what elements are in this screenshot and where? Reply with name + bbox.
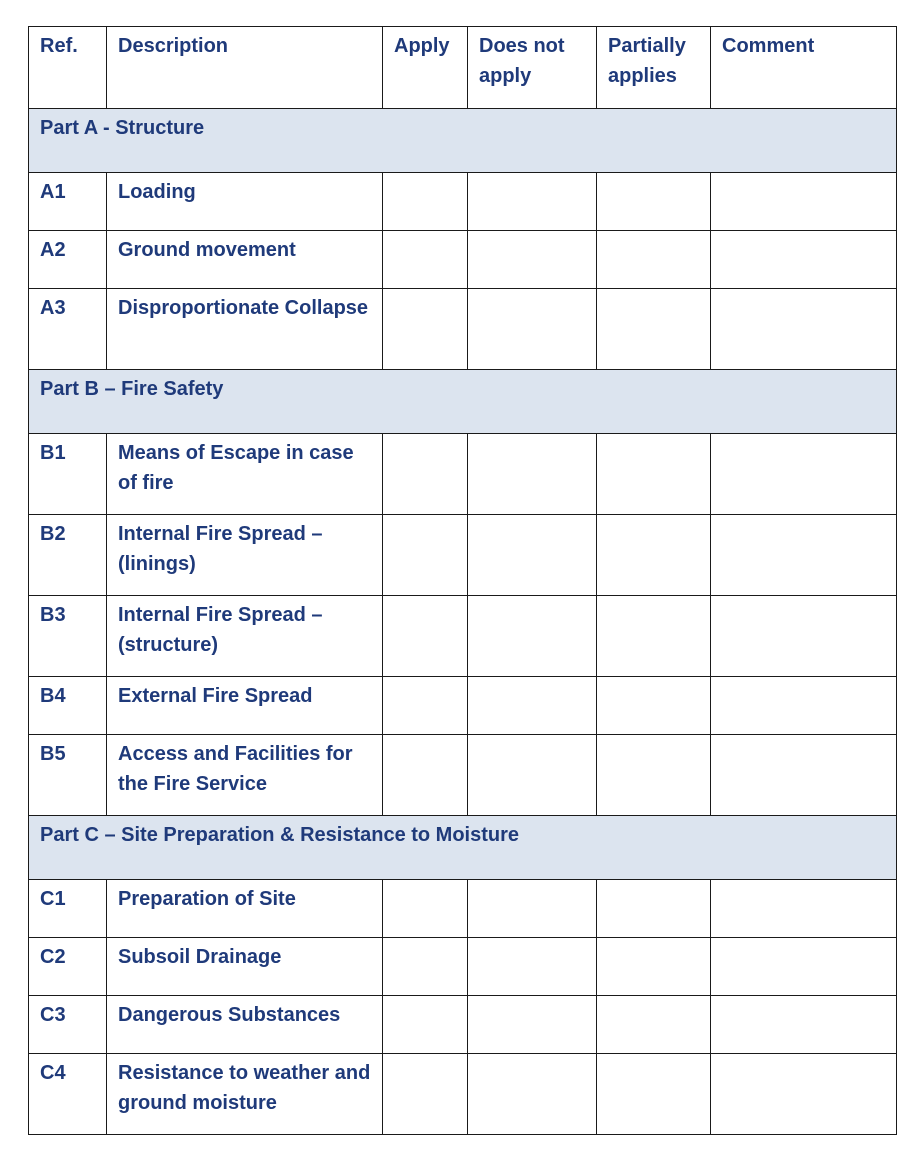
comment-cell[interactable] (711, 677, 897, 735)
does-not-apply-cell[interactable] (468, 677, 597, 735)
section-row-part-a (29, 109, 897, 173)
partially-applies-cell[interactable] (597, 231, 711, 289)
apply-cell[interactable] (383, 173, 468, 231)
description-cell: Resistance to weather and ground moisture (107, 1054, 383, 1135)
comment-cell[interactable] (711, 173, 897, 231)
description-cell: Preparation of Site (107, 880, 383, 938)
header-partially-applies: Partially applies (597, 27, 711, 109)
description-cell: Loading (107, 173, 383, 231)
table-row (29, 173, 897, 231)
ref-cell: C2 (29, 938, 107, 996)
does-not-apply-cell[interactable] (468, 596, 597, 677)
header-row (29, 27, 897, 109)
comment-cell[interactable] (711, 880, 897, 938)
table-row (29, 289, 897, 370)
comment-cell[interactable] (711, 996, 897, 1054)
comment-cell[interactable] (711, 938, 897, 996)
does-not-apply-cell[interactable] (468, 289, 597, 370)
does-not-apply-cell[interactable] (468, 434, 597, 515)
partially-applies-cell[interactable] (597, 596, 711, 677)
description-cell: Internal Fire Spread – (structure) (107, 596, 383, 677)
apply-cell[interactable] (383, 1054, 468, 1135)
table-row (29, 596, 897, 677)
header-apply: Apply (383, 27, 468, 109)
table-row (29, 938, 897, 996)
ref-cell: B1 (29, 434, 107, 515)
header-description: Description (107, 27, 383, 109)
ref-cell: C4 (29, 1054, 107, 1135)
apply-cell[interactable] (383, 515, 468, 596)
ref-cell: C1 (29, 880, 107, 938)
comment-cell[interactable] (711, 1054, 897, 1135)
description-cell: Means of Escape in case of fire (107, 434, 383, 515)
table-row (29, 677, 897, 735)
ref-cell: B3 (29, 596, 107, 677)
partially-applies-cell[interactable] (597, 735, 711, 816)
does-not-apply-cell[interactable] (468, 173, 597, 231)
section-title: Part C – Site Preparation & Resistance to Moisture (29, 816, 897, 880)
ref-cell: B4 (29, 677, 107, 735)
apply-cell[interactable] (383, 677, 468, 735)
does-not-apply-cell[interactable] (468, 880, 597, 938)
ref-cell: C3 (29, 996, 107, 1054)
apply-cell[interactable] (383, 880, 468, 938)
table-row (29, 1054, 897, 1135)
building-regulations-checklist-table (28, 26, 897, 1135)
partially-applies-cell[interactable] (597, 880, 711, 938)
section-row-part-c (29, 816, 897, 880)
description-cell: Access and Facilities for the Fire Service (107, 735, 383, 816)
partially-applies-cell[interactable] (597, 996, 711, 1054)
description-cell: Disproportionate Collapse (107, 289, 383, 370)
does-not-apply-cell[interactable] (468, 735, 597, 816)
comment-cell[interactable] (711, 735, 897, 816)
does-not-apply-cell[interactable] (468, 515, 597, 596)
comment-cell[interactable] (711, 289, 897, 370)
partially-applies-cell[interactable] (597, 173, 711, 231)
partially-applies-cell[interactable] (597, 289, 711, 370)
comment-cell[interactable] (711, 596, 897, 677)
does-not-apply-cell[interactable] (468, 1054, 597, 1135)
apply-cell[interactable] (383, 996, 468, 1054)
apply-cell[interactable] (383, 735, 468, 816)
description-cell: Subsoil Drainage (107, 938, 383, 996)
partially-applies-cell[interactable] (597, 677, 711, 735)
header-comment: Comment (711, 27, 897, 109)
does-not-apply-cell[interactable] (468, 996, 597, 1054)
ref-cell: A2 (29, 231, 107, 289)
section-row-part-b (29, 370, 897, 434)
comment-cell[interactable] (711, 434, 897, 515)
header-ref: Ref. (29, 27, 107, 109)
apply-cell[interactable] (383, 938, 468, 996)
does-not-apply-cell[interactable] (468, 938, 597, 996)
partially-applies-cell[interactable] (597, 515, 711, 596)
apply-cell[interactable] (383, 231, 468, 289)
section-title: Part A - Structure (29, 109, 897, 173)
apply-cell[interactable] (383, 434, 468, 515)
partially-applies-cell[interactable] (597, 1054, 711, 1135)
table-row (29, 231, 897, 289)
ref-cell: B5 (29, 735, 107, 816)
description-cell: Dangerous Substances (107, 996, 383, 1054)
partially-applies-cell[interactable] (597, 434, 711, 515)
apply-cell[interactable] (383, 289, 468, 370)
section-title: Part B – Fire Safety (29, 370, 897, 434)
comment-cell[interactable] (711, 515, 897, 596)
table-row (29, 735, 897, 816)
table-row (29, 515, 897, 596)
ref-cell: A1 (29, 173, 107, 231)
table-row (29, 434, 897, 515)
description-cell: External Fire Spread (107, 677, 383, 735)
table-row (29, 880, 897, 938)
ref-cell: B2 (29, 515, 107, 596)
ref-cell: A3 (29, 289, 107, 370)
header-does-not-apply: Does not apply (468, 27, 597, 109)
comment-cell[interactable] (711, 231, 897, 289)
does-not-apply-cell[interactable] (468, 231, 597, 289)
partially-applies-cell[interactable] (597, 938, 711, 996)
description-cell: Ground movement (107, 231, 383, 289)
description-cell: Internal Fire Spread – (linings) (107, 515, 383, 596)
table-row (29, 996, 897, 1054)
apply-cell[interactable] (383, 596, 468, 677)
